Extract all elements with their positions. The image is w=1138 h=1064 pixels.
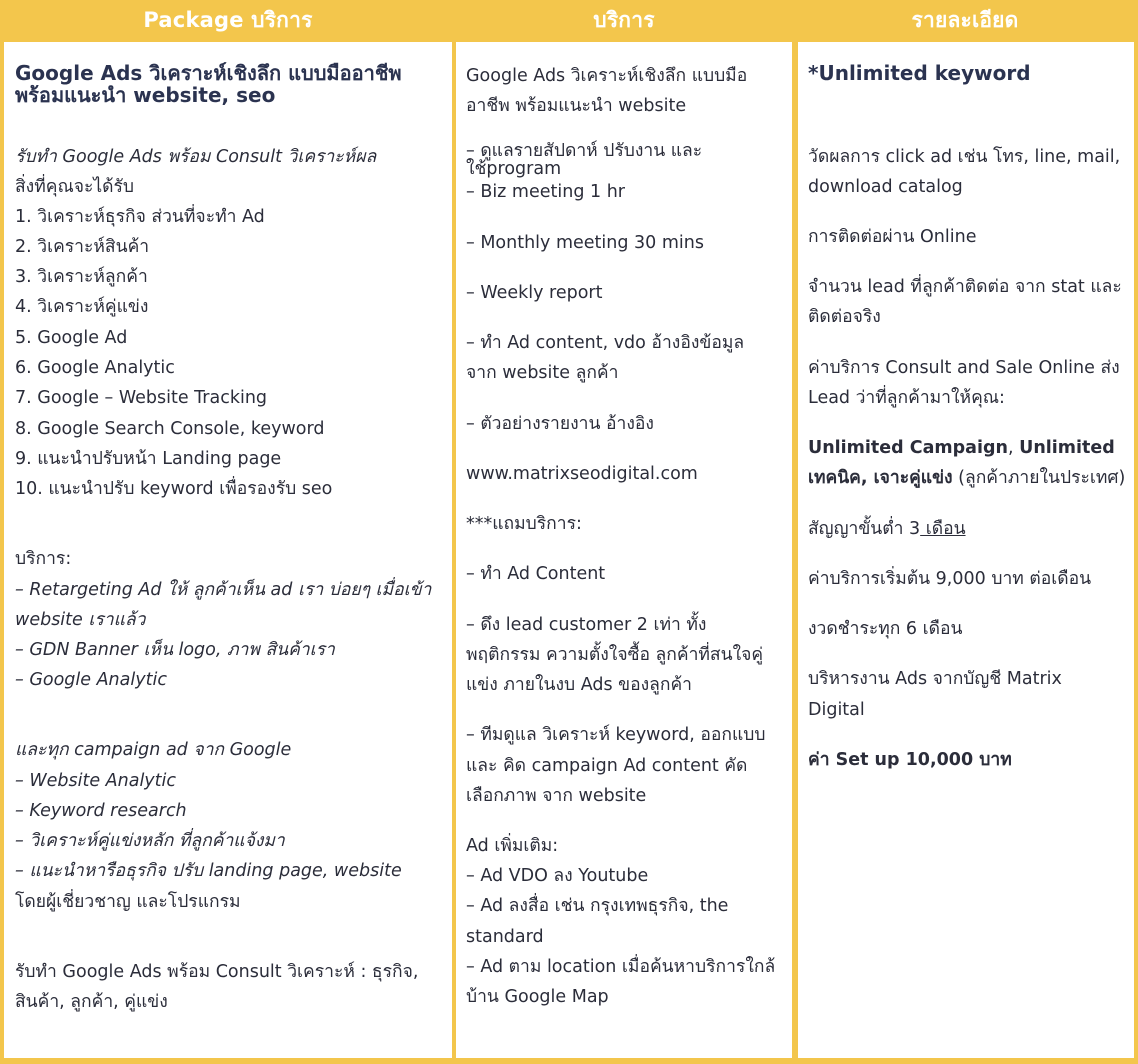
list-item: 4. วิเคราะห์คู่แข่ง — [15, 297, 149, 317]
unlimited-campaign: Unlimited Campaign — [808, 438, 1008, 458]
details-line: ค่าบริการเริ่มต้น 9,000 บาท ต่อเดือน — [808, 569, 1092, 589]
header-package: Package บริการ — [143, 7, 313, 32]
expert-line: โดยผู้เชี่ยวชาญ และโปรแกรม — [15, 892, 241, 912]
list-item: 6. Google Analytic — [15, 358, 175, 378]
tech-bold: เทคนิค, เจาะคู่แข่ง — [808, 468, 953, 488]
service-line: – Weekly report — [466, 283, 603, 303]
service-item: – Retargeting Ad ให้ ลูกค้าเห็น ad เรา บ่อยๆ เมื่อเข้า — [15, 580, 432, 600]
package-subhead: สิ่งที่คุณจะได้รับ — [15, 177, 135, 197]
service-line: www.matrixseodigital.com — [466, 464, 698, 484]
campaign-item: – Website Analytic — [15, 771, 177, 791]
package-title-line1: Google Ads วิเคราะห์เชิงลึก แบบมืออาชีพ — [15, 61, 402, 85]
service-line: – ทีมดูแล วิเคราะห์ keyword, ออกแบบ — [466, 725, 766, 745]
service-line: และ คิด campaign Ad content คัด — [466, 756, 748, 776]
service-line: Ad เพิ่มเติม: — [466, 836, 559, 856]
details-line: Digital — [808, 700, 865, 720]
package-title-line2: พร้อมแนะนำ website, seo — [15, 83, 276, 107]
details-line: จำนวน lead ที่ลูกค้าติดต่อ จาก stat และ — [808, 277, 1122, 297]
list-item: 1. วิเคราะห์ธุรกิจ ส่วนที่จะทำ Ad — [15, 207, 265, 227]
tech-normal: (ลูกค้าภายในประเทศ) — [952, 468, 1126, 488]
contract-prefix: สัญญาขั้นต่ำ 3 — [808, 519, 921, 539]
service-line: – Biz meeting 1 hr — [466, 182, 625, 202]
details-line: download catalog — [808, 177, 963, 197]
service-line: – ดึง lead customer 2 เท่า ทั้ง — [466, 615, 707, 635]
service-line: – Ad VDO ลง Youtube — [466, 866, 649, 886]
comma: , — [1007, 438, 1020, 458]
service-item: – Google Analytic — [15, 670, 167, 690]
package-intro: รับทำ Google Ads พร้อม Consult วิเคราะห์ผล — [15, 147, 377, 167]
service-line: – ดูแลรายสัปดาห์ ปรับงาน และ — [466, 141, 703, 161]
package-column — [4, 42, 452, 1058]
service-line: Google Ads วิเคราะห์เชิงลึก แบบมือ — [466, 66, 748, 86]
service-line: อาชีพ พร้อมแนะนำ website — [466, 96, 687, 116]
list-item: 9. แนะนำปรับหน้า Landing page — [15, 449, 282, 469]
service-column — [456, 42, 792, 1058]
details-line: บริหารงาน Ads จากบัญชี Matrix — [808, 669, 1062, 689]
details-line: งวดชำระทุก 6 เดือน — [808, 619, 963, 639]
service-item: – GDN Banner เห็น logo, ภาพ สินค้าเรา — [15, 640, 335, 660]
details-line: วัดผลการ click ad เช่น โทร, line, mail, — [808, 147, 1121, 167]
service-line: – ทำ Ad content, vdo อ้างอิงข้อมูล — [466, 333, 745, 353]
service-line: standard — [466, 927, 544, 947]
service-line: – ทำ Ad Content — [466, 564, 606, 584]
list-item: 8. Google Search Console, keyword — [15, 419, 325, 439]
contract-line — [808, 518, 966, 540]
campaign-item: – วิเคราะห์คู่แข่งหลัก ที่ลูกค้าแจ้งมา — [15, 831, 285, 851]
unlimited-tech: Unlimited — [1019, 438, 1115, 458]
list-item: 10. แนะนำปรับ keyword เพื่อรองรับ seo — [15, 479, 333, 499]
header-service: บริการ — [593, 7, 655, 32]
service-line: – Ad ลงสื่อ เช่น กรุงเทพธุรกิจ, the — [466, 896, 729, 916]
details-title: *Unlimited keyword — [808, 61, 1031, 85]
details-line: การติดต่อผ่าน Online — [808, 227, 977, 247]
list-item: 2. วิเคราะห์สินค้า — [15, 237, 150, 257]
closing-line: สินค้า, ลูกค้า, คู่แข่ง — [15, 992, 168, 1012]
service-line: ***แถมบริการ: — [466, 514, 582, 534]
details-line: Lead ว่าที่ลูกค้ามาให้คุณ: — [808, 388, 1005, 408]
campaign-item: – แนะนำหารือธุรกิจ ปรับ landing page, website — [15, 861, 402, 881]
service-line: พฤติกรรม ความตั้งใจซื้อ ลูกค้าที่สนใจคู่ — [466, 645, 764, 665]
details-line: ค่าบริการ Consult and Sale Online ส่ง — [808, 358, 1120, 378]
details-column — [798, 42, 1134, 1058]
service-line: แข่ง ภายในงบ Ads ของลูกค้า — [466, 675, 693, 695]
contract-months: เดือน — [920, 519, 966, 539]
tech-line — [808, 467, 1125, 489]
service-line: ใช้program — [466, 159, 562, 179]
list-item: 5. Google Ad — [15, 328, 128, 348]
service-line: – Monthly meeting 30 mins — [466, 233, 704, 253]
services-label: บริการ: — [15, 549, 72, 569]
service-line: จาก website ลูกค้า — [466, 363, 619, 383]
campaign-label: และทุก campaign ad จาก Google — [15, 740, 292, 760]
service-line: – ตัวอย่างรายงาน อ้างอิง — [466, 414, 654, 434]
service-line: – Ad ตาม location เมื่อค้นหาบริการใกล้ — [466, 957, 776, 977]
header-details: รายละเอียด — [911, 7, 1019, 32]
list-item: 3. วิเคราะห์ลูกค้า — [15, 267, 148, 287]
closing-line: รับทำ Google Ads พร้อม Consult วิเคราะห์ : ธุรกิจ, — [15, 962, 419, 982]
details-line: ติดต่อจริง — [808, 307, 881, 327]
service-line: บ้าน Google Map — [466, 987, 609, 1007]
service-line: เลือกภาพ จาก website — [466, 786, 647, 806]
setup-fee: ค่า Set up 10,000 บาท — [808, 750, 1012, 770]
campaign-item: – Keyword research — [15, 801, 187, 821]
service-item: website เราแล้ว — [15, 610, 146, 630]
unlimited-line — [808, 437, 1115, 459]
list-item: 7. Google – Website Tracking — [15, 388, 268, 408]
